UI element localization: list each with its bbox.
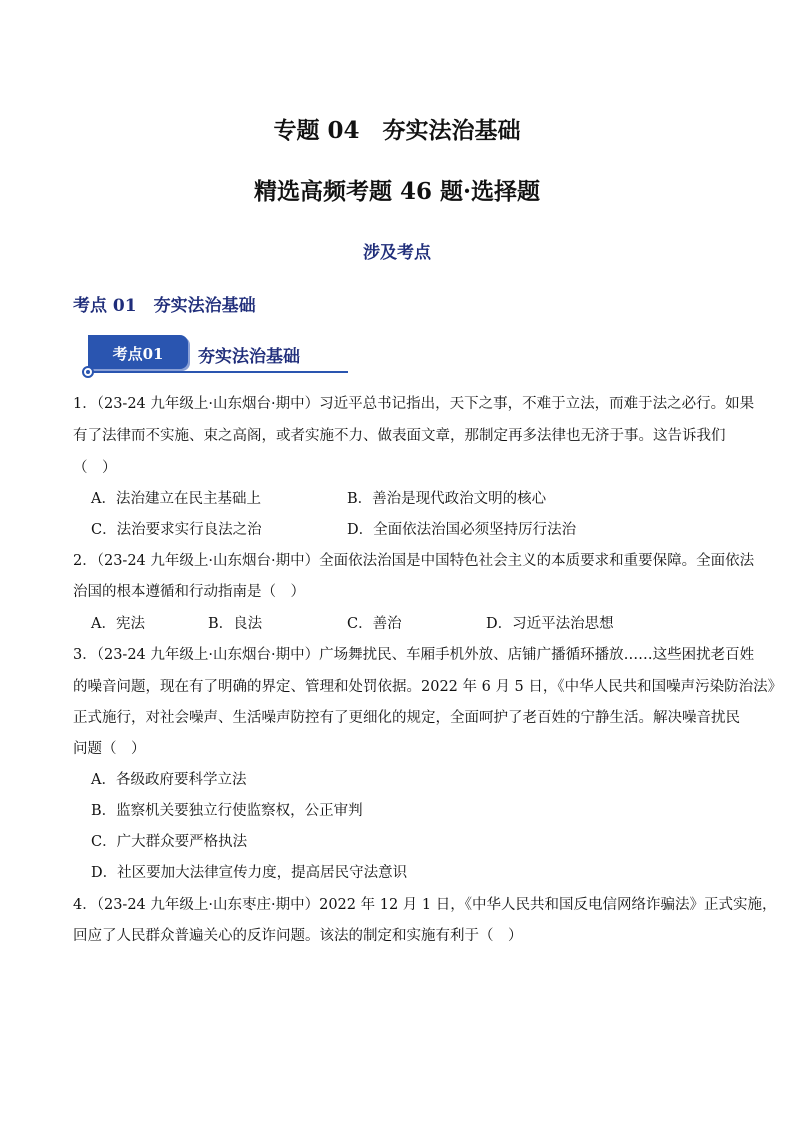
question-1-line-1: 1．（23-24 九年级上·山东烟台·期中）习近平总书记指出，天下之事，不难于立法，而难于法之必行。如果 — [73, 396, 755, 412]
question-1-option-c: C．法治要求实行良法之治 — [91, 522, 262, 538]
badge-underline — [88, 371, 348, 373]
question-3-line-4: 问题（ ） — [73, 741, 146, 757]
question-2-option-d: D．习近平法治思想 — [486, 616, 614, 632]
question-1-line-2: 有了法律而不实施、束之高阁，或者实施不力、做表面文章，那制定再多法律也无济于事。这告诉我们 — [73, 428, 726, 444]
question-3-option-c: C．广大群众要严格执法 — [91, 834, 248, 850]
section-title: 涉及考点 — [363, 243, 431, 263]
question-3-option-a: A．各级政府要科学立法 — [91, 772, 247, 788]
question-3-option-b: B．监察机关要独立行使监察权，公正审判 — [91, 803, 363, 819]
question-3-line-1: 3．（23-24 九年级上·山东烟台·期中）广场舞扰民、车厢手机外放、店铺广播循环播放……这些困扰老百姓 — [73, 647, 755, 663]
question-1-option-a: A．法治建立在民主基础上 — [91, 491, 261, 507]
kaodian-badge-text: 考点01 — [112, 345, 164, 363]
kaodian-heading: 考点 01 夯实法治基础 — [73, 296, 256, 316]
question-3-line-2: 的噪音问题，现在有了明确的界定、管理和处罚依据。2022 年 6 月 5 日，《中华人民共和国噪声污染防治法》 — [73, 679, 783, 695]
question-4-line-1: 4．（23-24 九年级上·山东枣庄·期中）2022 年 12 月 1 日，《中华人民共和国反电信网络诈骗法》正式实施， — [73, 897, 777, 913]
question-2-line-2: 治国的根本遵循和行动指南是（ ） — [73, 584, 305, 600]
question-3-option-d: D．社区要加大法律宣传力度，提高居民守法意识 — [91, 865, 408, 881]
document-subtitle: 精选高频考题 46 题·选择题 — [253, 178, 541, 205]
kaodian-badge-block — [80, 333, 360, 379]
question-3-line-3: 正式施行，对社会噪声、生活噪声防控有了更细化的规定，全面呵护了老百姓的宁静生活。解决噪音扰民 — [73, 710, 740, 726]
question-4-line-2: 回应了人民群众普遍关心的反诈问题。该法的制定和实施有利于（ ） — [73, 928, 523, 944]
question-1-option-d: D．全面依法治国必须坚持厉行法治 — [347, 522, 577, 538]
badge-dot-icon — [82, 366, 94, 378]
kaodian-badge — [88, 335, 188, 369]
question-1-option-b: B．善治是现代政治文明的核心 — [347, 491, 547, 507]
question-2-option-c: C．善治 — [347, 616, 402, 632]
kaodian-badge-label: 夯实法治基础 — [198, 347, 300, 367]
question-2-line-1: 2．（23-24 九年级上·山东烟台·期中）全面依法治国是中国特色社会主义的本质要求和重要保障。全面依法 — [73, 553, 755, 569]
question-2-option-b: B．良法 — [208, 616, 263, 632]
question-2-option-a: A．宪法 — [91, 616, 145, 632]
document-title: 专题 04 夯实法治基础 — [273, 117, 521, 144]
question-1-line-3: （ ） — [73, 460, 117, 476]
